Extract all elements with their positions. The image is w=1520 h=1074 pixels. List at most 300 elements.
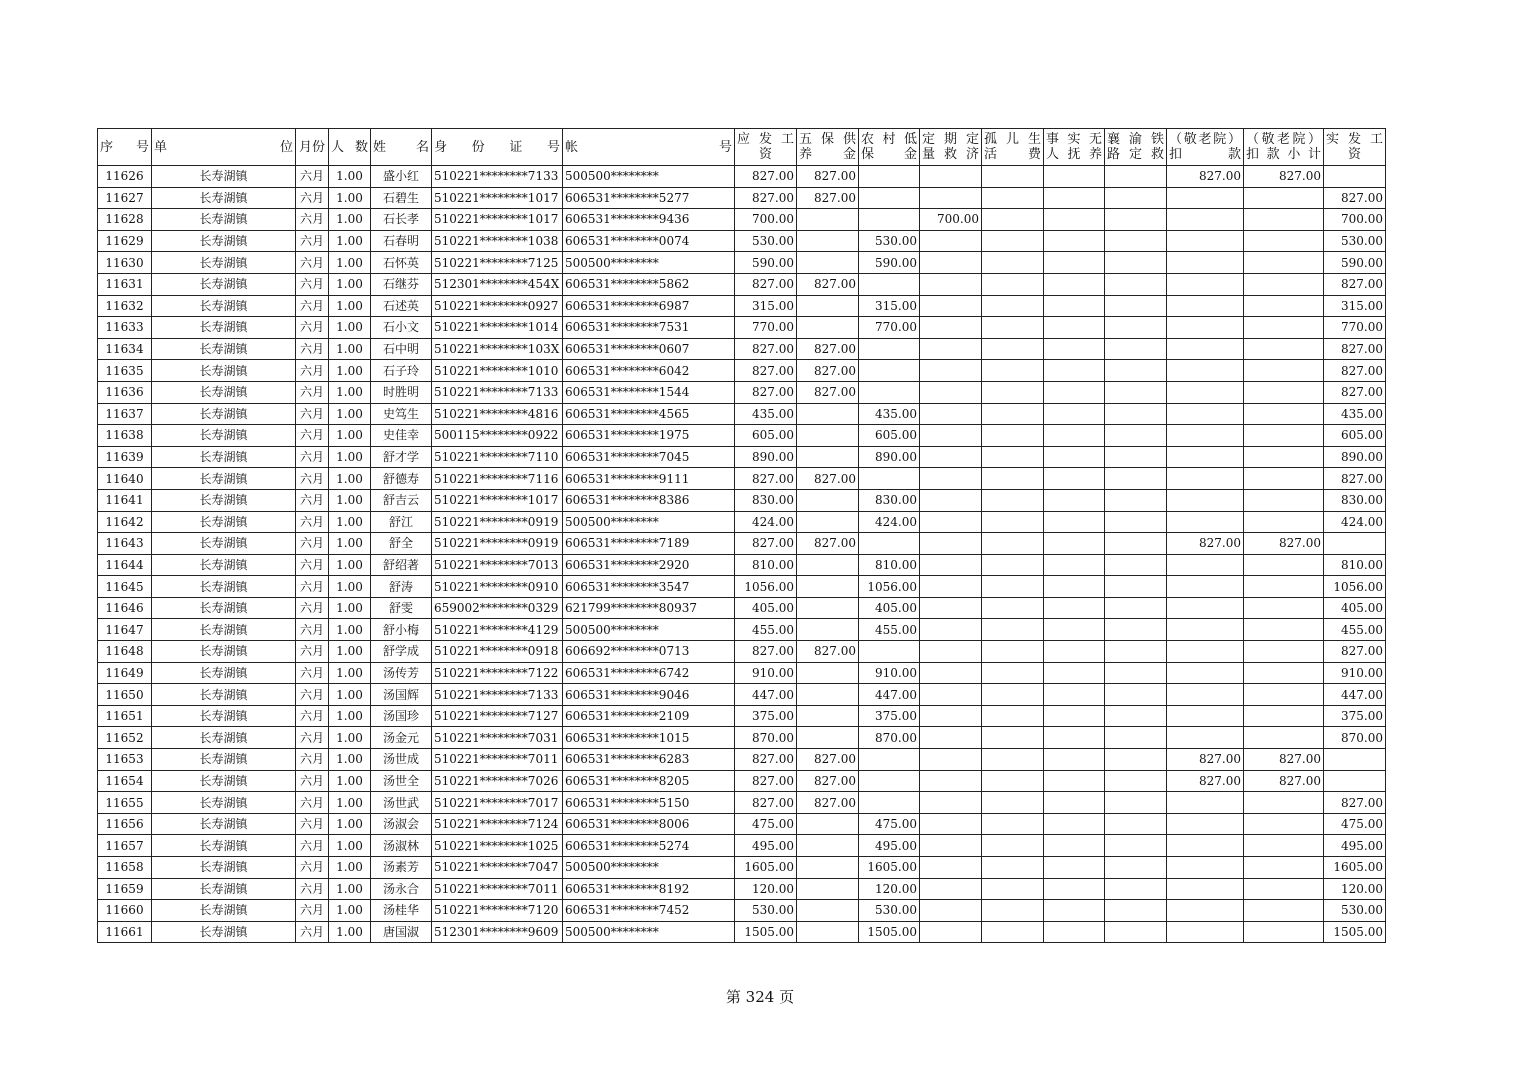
cell-fixed-relief: [920, 900, 982, 922]
cell-serial-no: 11649: [98, 662, 152, 684]
cell-five-guarantee: [797, 511, 859, 533]
cell-name: 舒涛: [371, 576, 432, 598]
cell-gross-pay: 827.00: [735, 792, 797, 814]
cell-net-pay: 530.00: [1324, 900, 1386, 922]
cell-serial-no: 11632: [98, 295, 152, 317]
cell-rural-allowance: 870.00: [859, 727, 920, 749]
cell-count: 1.00: [329, 554, 371, 576]
cell-id-number: 510221********1017: [432, 187, 563, 209]
cell-month: 六月: [296, 209, 329, 231]
cell-orphan-allowance: [982, 295, 1044, 317]
cell-gross-pay: 890.00: [735, 446, 797, 468]
cell-nursing-home-deduction-subtotal: [1244, 252, 1324, 274]
cell-nursing-home-deduction: [1167, 381, 1244, 403]
cell-nursing-home-deduction-subtotal: [1244, 878, 1324, 900]
cell-id-number: 512301********9609: [432, 921, 563, 943]
cell-five-guarantee: [797, 727, 859, 749]
cell-gross-pay: 827.00: [735, 166, 797, 188]
table-row: [98, 878, 1386, 900]
cell-net-pay: 700.00: [1324, 209, 1386, 231]
cell-orphan-allowance: [982, 921, 1044, 943]
cell-count: 1.00: [329, 187, 371, 209]
cell-nursing-home-deduction: [1167, 511, 1244, 533]
cell-nursing-home-deduction: [1167, 273, 1244, 295]
cell-xiangyu-railway-relief: [1105, 209, 1167, 231]
cell-fixed-relief: [920, 619, 982, 641]
cell-nursing-home-deduction-subtotal: [1244, 921, 1324, 943]
cell-rural-allowance: [859, 749, 920, 771]
table-row: [98, 489, 1386, 511]
cell-five-guarantee: [797, 425, 859, 447]
cell-five-guarantee: 827.00: [797, 273, 859, 295]
cell-rural-allowance: 1056.00: [859, 576, 920, 598]
cell-name: 汤世武: [371, 792, 432, 814]
cell-account: 606531********7045: [563, 446, 735, 468]
cell-account: 606531********9436: [563, 209, 735, 231]
cell-month: 六月: [296, 273, 329, 295]
cell-name: 石小文: [371, 317, 432, 339]
cell-nursing-home-deduction-subtotal: [1244, 468, 1324, 490]
table-row: [98, 187, 1386, 209]
cell-count: 1.00: [329, 533, 371, 555]
cell-orphan-allowance: [982, 381, 1044, 403]
cell-nursing-home-deduction-subtotal: [1244, 705, 1324, 727]
cell-month: 六月: [296, 641, 329, 663]
cell-de-facto-orphan: [1044, 900, 1105, 922]
cell-name: 汤传芳: [371, 662, 432, 684]
cell-id-number: 510221********7125: [432, 252, 563, 274]
cell-name: 舒德寿: [371, 468, 432, 490]
cell-orphan-allowance: [982, 857, 1044, 879]
cell-name: 石继芬: [371, 273, 432, 295]
cell-net-pay: 315.00: [1324, 295, 1386, 317]
cell-xiangyu-railway-relief: [1105, 273, 1167, 295]
cell-rural-allowance: 405.00: [859, 597, 920, 619]
cell-account: 606531********7452: [563, 900, 735, 922]
cell-fixed-relief: [920, 273, 982, 295]
cell-xiangyu-railway-relief: [1105, 403, 1167, 425]
cell-name: 汤桂华: [371, 900, 432, 922]
table-row: [98, 792, 1386, 814]
table-row: [98, 317, 1386, 339]
cell-account: 606531********2920: [563, 554, 735, 576]
cell-net-pay: 495.00: [1324, 835, 1386, 857]
cell-id-number: 510221********0919: [432, 511, 563, 533]
cell-five-guarantee: 827.00: [797, 749, 859, 771]
cell-name: 舒绍著: [371, 554, 432, 576]
cell-gross-pay: 530.00: [735, 230, 797, 252]
cell-gross-pay: 827.00: [735, 749, 797, 771]
cell-fixed-relief: [920, 857, 982, 879]
cell-count: 1.00: [329, 619, 371, 641]
cell-fixed-relief: [920, 295, 982, 317]
cell-name: 石春明: [371, 230, 432, 252]
cell-name: 舒学成: [371, 641, 432, 663]
cell-serial-no: 11654: [98, 770, 152, 792]
header-five-guarantee: 五 保 供 养 金: [797, 129, 859, 166]
cell-five-guarantee: [797, 813, 859, 835]
cell-xiangyu-railway-relief: [1105, 576, 1167, 598]
table-row: [98, 403, 1386, 425]
cell-serial-no: 11657: [98, 835, 152, 857]
cell-nursing-home-deduction: [1167, 857, 1244, 879]
cell-id-number: 510221********7013: [432, 554, 563, 576]
cell-month: 六月: [296, 295, 329, 317]
cell-xiangyu-railway-relief: [1105, 770, 1167, 792]
cell-de-facto-orphan: [1044, 187, 1105, 209]
cell-name: 舒吉云: [371, 489, 432, 511]
cell-five-guarantee: [797, 209, 859, 231]
cell-rural-allowance: [859, 792, 920, 814]
cell-count: 1.00: [329, 662, 371, 684]
cell-five-guarantee: [797, 489, 859, 511]
cell-nursing-home-deduction-subtotal: [1244, 230, 1324, 252]
cell-name: 石碧生: [371, 187, 432, 209]
cell-gross-pay: 770.00: [735, 317, 797, 339]
cell-account: 606531********8386: [563, 489, 735, 511]
cell-nursing-home-deduction: [1167, 425, 1244, 447]
cell-nursing-home-deduction-subtotal: [1244, 360, 1324, 382]
cell-account: 606531********8006: [563, 813, 735, 835]
cell-name: 时胜明: [371, 381, 432, 403]
cell-fixed-relief: [920, 252, 982, 274]
page-number: 第 324 页: [725, 988, 795, 1006]
cell-de-facto-orphan: [1044, 425, 1105, 447]
cell-xiangyu-railway-relief: [1105, 619, 1167, 641]
cell-nursing-home-deduction: [1167, 792, 1244, 814]
cell-month: 六月: [296, 468, 329, 490]
cell-five-guarantee: [797, 662, 859, 684]
cell-five-guarantee: [797, 230, 859, 252]
cell-id-number: 510221********7133: [432, 381, 563, 403]
cell-unit: 长寿湖镇: [152, 360, 296, 382]
cell-nursing-home-deduction-subtotal: 827.00: [1244, 749, 1324, 771]
cell-id-number: 510221********0927: [432, 295, 563, 317]
cell-nursing-home-deduction-subtotal: [1244, 425, 1324, 447]
cell-gross-pay: 315.00: [735, 295, 797, 317]
cell-account: 606531********9046: [563, 684, 735, 706]
cell-five-guarantee: [797, 705, 859, 727]
cell-gross-pay: 530.00: [735, 900, 797, 922]
cell-gross-pay: 870.00: [735, 727, 797, 749]
cell-five-guarantee: 827.00: [797, 533, 859, 555]
cell-count: 1.00: [329, 641, 371, 663]
cell-unit: 长寿湖镇: [152, 770, 296, 792]
cell-nursing-home-deduction: [1167, 252, 1244, 274]
cell-rural-allowance: 910.00: [859, 662, 920, 684]
table-row: [98, 857, 1386, 879]
header-nursing-home-deduction: （敬老院） 扣 款: [1167, 129, 1244, 166]
cell-rural-allowance: 890.00: [859, 446, 920, 468]
cell-xiangyu-railway-relief: [1105, 360, 1167, 382]
table-row: [98, 705, 1386, 727]
cell-unit: 长寿湖镇: [152, 662, 296, 684]
table-row: [98, 360, 1386, 382]
cell-de-facto-orphan: [1044, 511, 1105, 533]
cell-orphan-allowance: [982, 705, 1044, 727]
cell-name: 石长孝: [371, 209, 432, 231]
cell-orphan-allowance: [982, 273, 1044, 295]
cell-net-pay: 375.00: [1324, 705, 1386, 727]
cell-fixed-relief: [920, 576, 982, 598]
cell-id-number: 510221********7122: [432, 662, 563, 684]
cell-xiangyu-railway-relief: [1105, 792, 1167, 814]
cell-nursing-home-deduction: [1167, 446, 1244, 468]
cell-gross-pay: 120.00: [735, 878, 797, 900]
cell-fixed-relief: [920, 813, 982, 835]
header-nursing-home-deduction-subtotal: （敬老院） 扣 款 小 计: [1244, 129, 1324, 166]
cell-unit: 长寿湖镇: [152, 921, 296, 943]
cell-de-facto-orphan: [1044, 835, 1105, 857]
cell-account: 606531********5150: [563, 792, 735, 814]
cell-gross-pay: 435.00: [735, 403, 797, 425]
table-row: [98, 273, 1386, 295]
cell-serial-no: 11658: [98, 857, 152, 879]
cell-nursing-home-deduction: [1167, 295, 1244, 317]
cell-count: 1.00: [329, 403, 371, 425]
cell-account: 606692********0713: [563, 641, 735, 663]
cell-fixed-relief: [920, 749, 982, 771]
cell-nursing-home-deduction-subtotal: [1244, 900, 1324, 922]
cell-id-number: 510221********1017: [432, 209, 563, 231]
cell-nursing-home-deduction: [1167, 317, 1244, 339]
cell-five-guarantee: [797, 619, 859, 641]
cell-net-pay: 405.00: [1324, 597, 1386, 619]
cell-rural-allowance: 605.00: [859, 425, 920, 447]
cell-de-facto-orphan: [1044, 273, 1105, 295]
cell-xiangyu-railway-relief: [1105, 921, 1167, 943]
cell-name: 汤世全: [371, 770, 432, 792]
cell-nursing-home-deduction: [1167, 813, 1244, 835]
cell-nursing-home-deduction-subtotal: [1244, 554, 1324, 576]
cell-net-pay: 827.00: [1324, 641, 1386, 663]
cell-gross-pay: 827.00: [735, 770, 797, 792]
cell-month: 六月: [296, 662, 329, 684]
cell-name: 盛小红: [371, 166, 432, 188]
cell-nursing-home-deduction-subtotal: [1244, 338, 1324, 360]
cell-serial-no: 11627: [98, 187, 152, 209]
cell-xiangyu-railway-relief: [1105, 705, 1167, 727]
cell-account: 500500********: [563, 511, 735, 533]
cell-unit: 长寿湖镇: [152, 468, 296, 490]
cell-serial-no: 11636: [98, 381, 152, 403]
payroll-table: [97, 128, 1386, 943]
cell-month: 六月: [296, 835, 329, 857]
table-row: [98, 252, 1386, 274]
cell-month: 六月: [296, 857, 329, 879]
cell-account: 606531********3547: [563, 576, 735, 598]
cell-five-guarantee: [797, 554, 859, 576]
table-row: [98, 835, 1386, 857]
cell-de-facto-orphan: [1044, 381, 1105, 403]
cell-count: 1.00: [329, 770, 371, 792]
cell-rural-allowance: [859, 166, 920, 188]
cell-id-number: 510221********1014: [432, 317, 563, 339]
cell-serial-no: 11637: [98, 403, 152, 425]
cell-account: 500500********: [563, 921, 735, 943]
cell-net-pay: 827.00: [1324, 792, 1386, 814]
cell-de-facto-orphan: [1044, 641, 1105, 663]
cell-id-number: 510221********4816: [432, 403, 563, 425]
cell-count: 1.00: [329, 792, 371, 814]
cell-account: 606531********8192: [563, 878, 735, 900]
cell-id-number: 510221********7011: [432, 878, 563, 900]
cell-name: 汤永合: [371, 878, 432, 900]
cell-de-facto-orphan: [1044, 813, 1105, 835]
cell-unit: 长寿湖镇: [152, 446, 296, 468]
cell-unit: 长寿湖镇: [152, 857, 296, 879]
cell-de-facto-orphan: [1044, 662, 1105, 684]
cell-five-guarantee: [797, 900, 859, 922]
cell-month: 六月: [296, 770, 329, 792]
cell-serial-no: 11659: [98, 878, 152, 900]
cell-id-number: 510221********103X: [432, 338, 563, 360]
cell-serial-no: 11646: [98, 597, 152, 619]
cell-nursing-home-deduction-subtotal: [1244, 727, 1324, 749]
cell-de-facto-orphan: [1044, 360, 1105, 382]
cell-count: 1.00: [329, 857, 371, 879]
cell-fixed-relief: [920, 792, 982, 814]
cell-account: 606531********6283: [563, 749, 735, 771]
cell-month: 六月: [296, 425, 329, 447]
cell-count: 1.00: [329, 273, 371, 295]
cell-net-pay: 590.00: [1324, 252, 1386, 274]
cell-de-facto-orphan: [1044, 446, 1105, 468]
cell-fixed-relief: [920, 511, 982, 533]
cell-fixed-relief: [920, 317, 982, 339]
cell-de-facto-orphan: [1044, 597, 1105, 619]
cell-unit: 长寿湖镇: [152, 835, 296, 857]
cell-account: 606531********7531: [563, 317, 735, 339]
cell-nursing-home-deduction: [1167, 900, 1244, 922]
cell-unit: 长寿湖镇: [152, 166, 296, 188]
cell-nursing-home-deduction: 827.00: [1167, 770, 1244, 792]
cell-id-number: 510221********0919: [432, 533, 563, 555]
cell-serial-no: 11626: [98, 166, 152, 188]
cell-nursing-home-deduction-subtotal: [1244, 511, 1324, 533]
cell-id-number: 510221********7116: [432, 468, 563, 490]
cell-serial-no: 11650: [98, 684, 152, 706]
table-row: [98, 749, 1386, 771]
cell-unit: 长寿湖镇: [152, 749, 296, 771]
cell-unit: 长寿湖镇: [152, 511, 296, 533]
cell-net-pay: 424.00: [1324, 511, 1386, 533]
cell-name: 史笃生: [371, 403, 432, 425]
cell-xiangyu-railway-relief: [1105, 381, 1167, 403]
cell-orphan-allowance: [982, 317, 1044, 339]
cell-count: 1.00: [329, 381, 371, 403]
cell-gross-pay: 590.00: [735, 252, 797, 274]
cell-id-number: 510221********1025: [432, 835, 563, 857]
cell-rural-allowance: [859, 381, 920, 403]
cell-count: 1.00: [329, 684, 371, 706]
cell-nursing-home-deduction-subtotal: [1244, 619, 1324, 641]
cell-count: 1.00: [329, 468, 371, 490]
cell-unit: 长寿湖镇: [152, 597, 296, 619]
table-row: [98, 468, 1386, 490]
cell-nursing-home-deduction: [1167, 727, 1244, 749]
cell-month: 六月: [296, 252, 329, 274]
cell-net-pay: 605.00: [1324, 425, 1386, 447]
cell-five-guarantee: [797, 835, 859, 857]
cell-rural-allowance: 447.00: [859, 684, 920, 706]
cell-id-number: 512301********454X: [432, 273, 563, 295]
cell-rural-allowance: 455.00: [859, 619, 920, 641]
table-row: [98, 209, 1386, 231]
cell-net-pay: [1324, 770, 1386, 792]
cell-count: 1.00: [329, 317, 371, 339]
cell-nursing-home-deduction: [1167, 187, 1244, 209]
cell-id-number: 510221********7124: [432, 813, 563, 835]
cell-serial-no: 11651: [98, 705, 152, 727]
cell-name: 舒全: [371, 533, 432, 555]
header-xiangyu-railway-relief: 襄 渝 铁 路 定 救: [1105, 129, 1167, 166]
cell-xiangyu-railway-relief: [1105, 511, 1167, 533]
cell-xiangyu-railway-relief: [1105, 554, 1167, 576]
cell-rural-allowance: 315.00: [859, 295, 920, 317]
cell-gross-pay: 827.00: [735, 187, 797, 209]
cell-nursing-home-deduction: [1167, 684, 1244, 706]
cell-nursing-home-deduction: [1167, 468, 1244, 490]
cell-orphan-allowance: [982, 338, 1044, 360]
cell-rural-allowance: 770.00: [859, 317, 920, 339]
cell-serial-no: 11653: [98, 749, 152, 771]
cell-month: 六月: [296, 792, 329, 814]
cell-gross-pay: 424.00: [735, 511, 797, 533]
cell-unit: 长寿湖镇: [152, 813, 296, 835]
cell-fixed-relief: 700.00: [920, 209, 982, 231]
cell-gross-pay: 810.00: [735, 554, 797, 576]
cell-month: 六月: [296, 403, 329, 425]
cell-gross-pay: 455.00: [735, 619, 797, 641]
cell-nursing-home-deduction-subtotal: [1244, 835, 1324, 857]
cell-net-pay: 810.00: [1324, 554, 1386, 576]
cell-de-facto-orphan: [1044, 576, 1105, 598]
cell-name: 舒江: [371, 511, 432, 533]
cell-de-facto-orphan: [1044, 792, 1105, 814]
cell-five-guarantee: [797, 446, 859, 468]
cell-nursing-home-deduction-subtotal: 827.00: [1244, 770, 1324, 792]
cell-name: 石中明: [371, 338, 432, 360]
cell-five-guarantee: 827.00: [797, 166, 859, 188]
cell-id-number: 510221********4129: [432, 619, 563, 641]
cell-rural-allowance: 810.00: [859, 554, 920, 576]
cell-orphan-allowance: [982, 425, 1044, 447]
cell-net-pay: 827.00: [1324, 468, 1386, 490]
cell-id-number: 510221********7133: [432, 684, 563, 706]
cell-rural-allowance: [859, 641, 920, 663]
cell-five-guarantee: 827.00: [797, 381, 859, 403]
cell-unit: 长寿湖镇: [152, 338, 296, 360]
cell-count: 1.00: [329, 489, 371, 511]
cell-de-facto-orphan: [1044, 166, 1105, 188]
cell-xiangyu-railway-relief: [1105, 252, 1167, 274]
cell-account: 606531********6987: [563, 295, 735, 317]
cell-gross-pay: 700.00: [735, 209, 797, 231]
cell-de-facto-orphan: [1044, 705, 1105, 727]
cell-count: 1.00: [329, 360, 371, 382]
cell-nursing-home-deduction: [1167, 619, 1244, 641]
header-account: 帐 号: [563, 129, 735, 166]
cell-id-number: 510221********7120: [432, 900, 563, 922]
header-count: 人 数: [329, 129, 371, 166]
cell-xiangyu-railway-relief: [1105, 597, 1167, 619]
cell-month: 六月: [296, 446, 329, 468]
cell-xiangyu-railway-relief: [1105, 900, 1167, 922]
cell-month: 六月: [296, 360, 329, 382]
header-unit: 单 位: [152, 129, 296, 166]
cell-unit: 长寿湖镇: [152, 792, 296, 814]
